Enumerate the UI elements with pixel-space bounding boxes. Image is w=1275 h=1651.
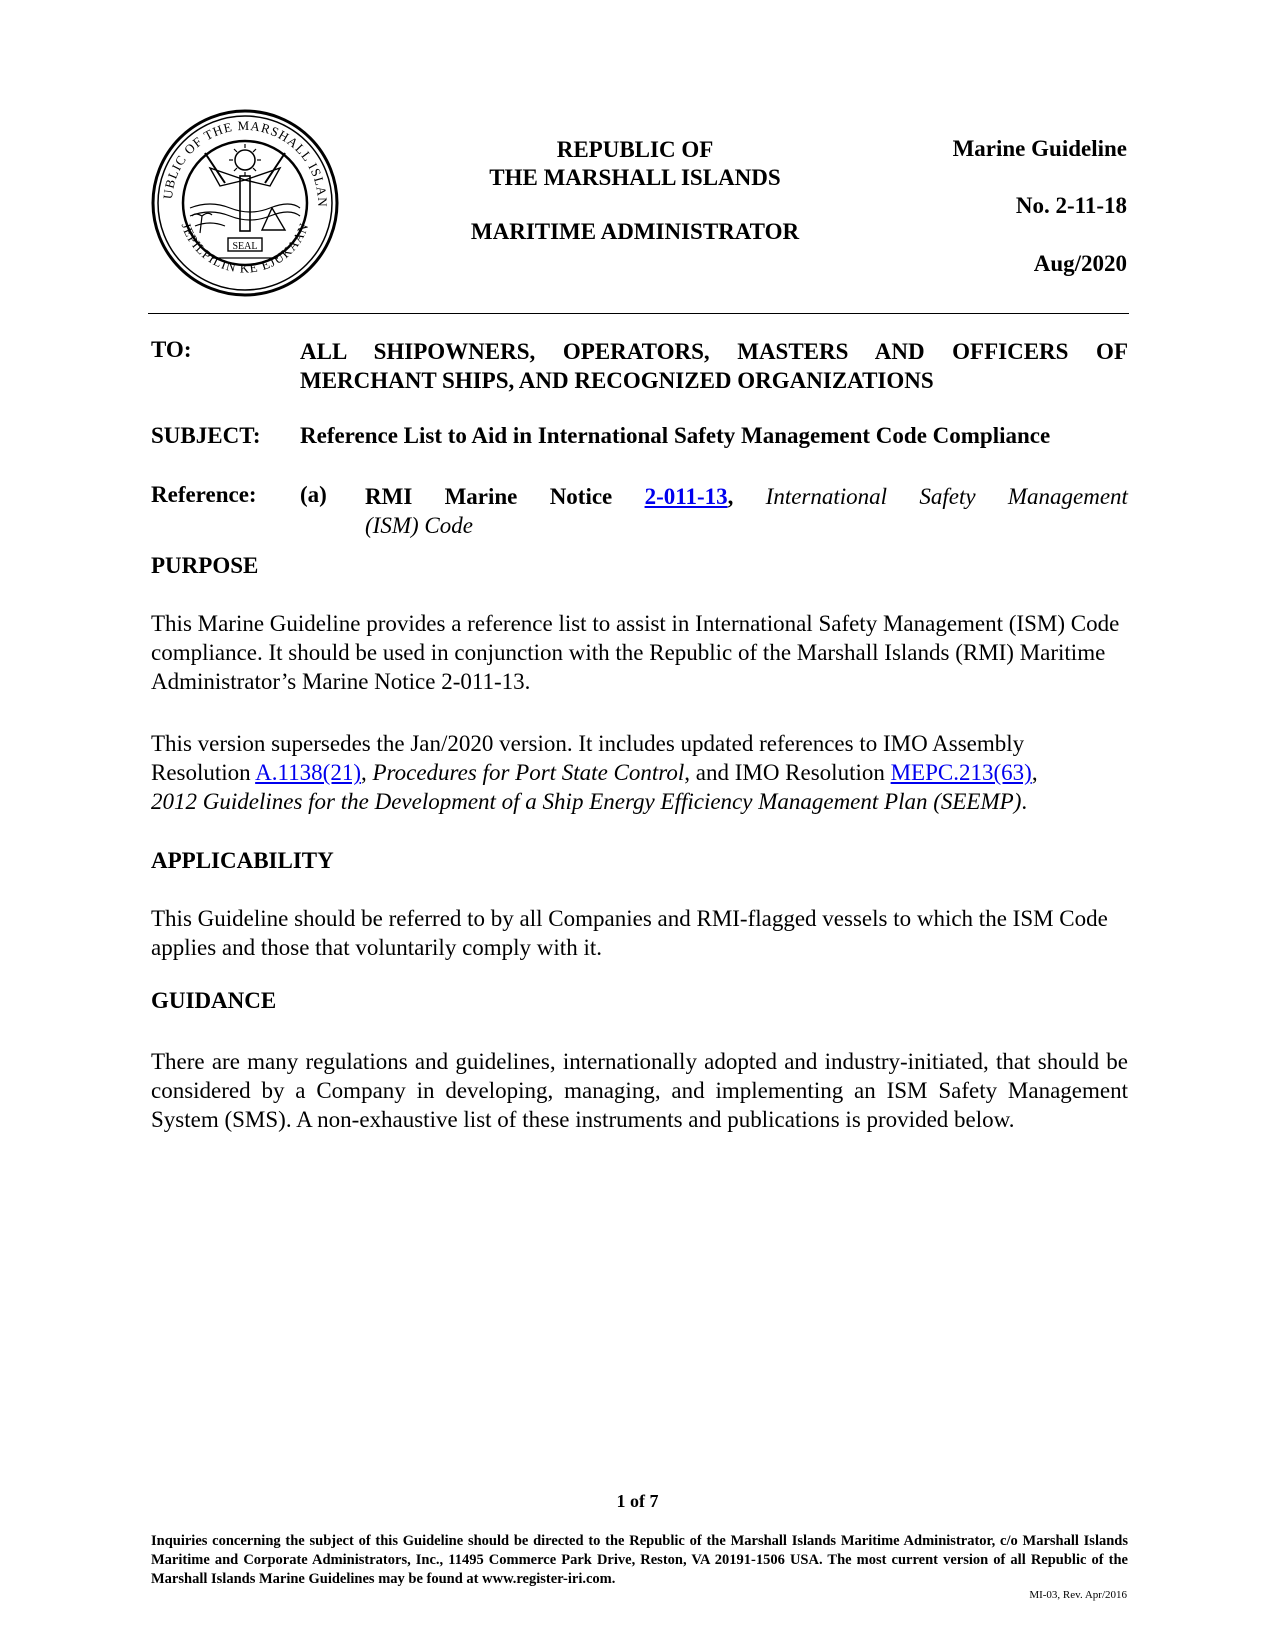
form-revision: MI-03, Rev. Apr/2016 xyxy=(1029,1589,1127,1601)
footer-inquiries: Inquiries concerning the subject of this Guideline should be directed to the Republic of the Marshall Islands Maritime Administrator, c/o Marshall Islands Maritime and Corporate Administrators, Inc., 11495 Commerce Park Drive, Reston, VA 20191-1506 USA. The most current version of all Republic of the Marshall Islands Marine Guidelines may be found at www.register-iri.com. xyxy=(151,1533,1128,1587)
purpose-heading: PURPOSE xyxy=(151,553,259,578)
marine-notice-link[interactable]: 2-011-13 xyxy=(644,484,728,509)
p2-italic-seemp: 2012 Guidelines for the Development of a Ship Energy Efficiency Management Plan (SEEMP) xyxy=(151,789,1022,814)
republic-line1: REPUBLIC OF xyxy=(556,137,714,162)
subject-label: SUBJECT: xyxy=(151,423,261,448)
header-republic xyxy=(420,136,850,192)
guidance-heading: GUIDANCE xyxy=(151,988,277,1013)
ref-title-line2: (ISM) Code xyxy=(365,513,473,538)
republic-line2: THE MARSHALL ISLANDS xyxy=(489,165,781,190)
subject-text: Reference List to Aid in International Safety Management Code Compliance xyxy=(300,423,1051,448)
ref-comma: , xyxy=(727,484,734,509)
ref-word-rmi: RMI xyxy=(365,484,413,509)
resolution-mepc-link[interactable]: MEPC.213(63) xyxy=(890,760,1032,785)
applicability-paragraph: This Guideline should be referred to by all Companies and RMI-flagged vessels to which the ISM Code applies and those that voluntarily comply with it. xyxy=(151,906,1108,960)
seal-ring-top: UBLIC OF THE MARSHALL ISLAN xyxy=(159,117,331,208)
p2-italic-psc: Procedures for Port State Control xyxy=(372,760,685,785)
p2-text-5: . xyxy=(1021,789,1028,814)
doc-type: Marine Guideline xyxy=(952,136,1127,161)
reference-label: Reference: xyxy=(151,482,257,507)
header-divider xyxy=(148,313,1129,314)
p2-text-4: , xyxy=(1031,760,1038,785)
ref-title-w1: International xyxy=(765,484,888,509)
guidance-paragraph: There are many regulations and guidelines, internationally adopted and industry-initiated, that should be considered by a Company in developing, managing, and implementing an ISM Safety Management System (SMS). A non-exhaustive list of these instruments and publications is provided below. xyxy=(151,1049,1128,1132)
doc-date: Aug/2020 xyxy=(1033,251,1127,276)
seal-ring-bottom: JEPILPILIN KE EJUKAAN xyxy=(178,220,312,276)
to-line2: MERCHANT SHIPS, AND RECOGNIZED ORGANIZATIONS xyxy=(300,368,934,393)
ref-title-w3: Management xyxy=(1007,484,1128,509)
p2-text-3: , and IMO Resolution xyxy=(684,760,891,785)
resolution-a1138-link[interactable]: A.1138(21) xyxy=(255,760,361,785)
to-label: TO: xyxy=(151,337,192,362)
applicability-heading: APPLICABILITY xyxy=(151,848,334,873)
seal-image xyxy=(150,108,340,298)
reference-entry xyxy=(365,482,1128,540)
p2-text-1: This version supersedes the Jan/2020 version. It includes updated references to IMO Assembly Resolution xyxy=(151,731,1025,785)
purpose-paragraph-1: This Marine Guideline provides a reference list to assist in International Safety Management (ISM) Code compliance. It should be used in conjunction with the Republic of the Marshall Islands (RMI) Maritime Administrator’s Marine Notice 2-011-13. xyxy=(151,611,1120,694)
rmi-seal xyxy=(150,108,340,298)
purpose-paragraph-2 xyxy=(151,729,1128,816)
seal-center-text: SEAL xyxy=(232,241,258,252)
ref-title-w2: Safety xyxy=(919,484,976,509)
header-administrator: MARITIME ADMINISTRATOR xyxy=(470,219,800,244)
ref-word-notice: Notice xyxy=(549,484,613,509)
to-line1: ALL SHIPOWNERS, OPERATORS, MASTERS AND OFFICERS OF xyxy=(300,339,1128,364)
doc-number: No. 2-11-18 xyxy=(1015,193,1127,218)
reference-item: (a) xyxy=(300,482,327,507)
ref-word-marine: Marine xyxy=(444,484,518,509)
page-number: 1 of 7 xyxy=(616,1491,659,1511)
p2-text-2: , xyxy=(360,760,373,785)
to-recipients xyxy=(300,337,1128,395)
